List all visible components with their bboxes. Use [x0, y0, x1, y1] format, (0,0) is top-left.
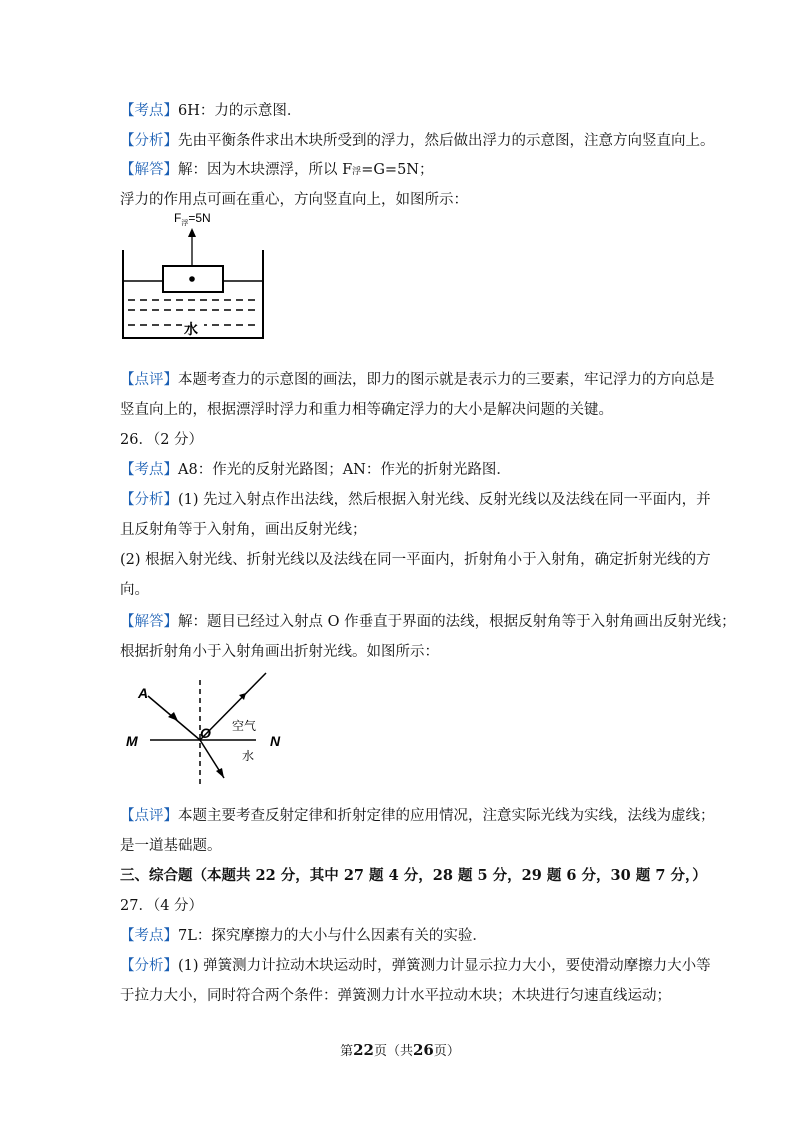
q25-solution-line2: 浮力的作用点可画在重心，方向竖直向上，如图所示： [120, 192, 468, 208]
page-total: 26 [413, 1041, 434, 1059]
center-of-gravity-dot [189, 276, 195, 282]
q26-jieda-line2: 根据折射角小于入射角画出折射光线。如图所示： [120, 644, 439, 660]
q26-fenxi-line4: 向。 [120, 582, 149, 598]
q26-dianping-line2: 是一道基础题。 [120, 838, 222, 854]
q25-kaodian-line [120, 101, 301, 121]
section-3-title: 三、综合题（本题共 22 分，其中 27 题 4 分，28 题 5 分，29 题 6 分，30 题 7 分，） [120, 867, 707, 884]
q26-fenxi-line2: 且反射角等于入射角，画出反射光线； [120, 522, 367, 538]
jieda-subscript: 浮 [352, 167, 362, 177]
dianping-text: 本题主要考查反射定律和折射定律的应用情况，注意实际光线为实线，法线为虚线； [178, 808, 715, 824]
jieda-text: 解：题目已经过入射点 O 作垂直于界面的法线，根据反射角等于入射角画出反射光线； [178, 614, 736, 630]
footer-mid: 页（共 [373, 1044, 413, 1059]
force-label: $F_浮=5N$ [174, 211, 211, 227]
jieda-tag: 【解答】 [120, 162, 178, 178]
dianping-tag: 【点评】 [120, 372, 178, 388]
q26-fenxi-line3: (2) 根据入射光线、折射光线以及法线在同一平面内，折射角小于入射角，确定折射光线的方 [120, 552, 711, 568]
kaodian-text: A8：作光的反射光路图；AN：作光的折射光路图． [178, 462, 511, 478]
label-m: M [126, 733, 138, 749]
fenxi-tag: 【分析】 [120, 958, 178, 974]
q27-header: 27．（4 分） [120, 898, 204, 914]
light-ray-figure [118, 668, 288, 788]
label-water: 水 [242, 749, 255, 763]
q26-jieda-line1 [120, 612, 736, 632]
fenxi-text: 先由平衡条件求出木块所受到的浮力，然后做出浮力的示意图，注意方向竖直向上。 [178, 133, 715, 149]
refracted-arrowhead [216, 768, 224, 778]
kaodian-tag: 【考点】 [120, 462, 178, 478]
label-air: 空气 [232, 719, 257, 733]
jieda-text: 解：因为木块漂浮，所以 F [178, 162, 353, 178]
page-footer [0, 1040, 800, 1059]
footer-post: 页） [433, 1044, 460, 1059]
dianping-tag: 【点评】 [120, 808, 178, 824]
page-number: 22 [353, 1041, 374, 1059]
footer-pre: 第 [340, 1044, 354, 1059]
q25-fenxi-line [120, 131, 715, 151]
q26-dianping-line1 [120, 806, 715, 826]
q27-kaodian-line [120, 926, 487, 946]
label-o: O [200, 725, 211, 741]
q25-dianping-line2: 竖直向上的，根据漂浮时浮力和重力相等确定浮力的大小是解决问题的关键。 [120, 402, 613, 418]
water-label: 水 [184, 321, 198, 337]
q27-fenxi-line1 [120, 956, 711, 976]
buoyancy-arrowhead [188, 228, 196, 237]
q26-kaodian-line [120, 460, 511, 480]
kaodian-text: 7L：探究摩擦力的大小与什么因素有关的实验． [178, 928, 487, 944]
kaodian-tag: 【考点】 [120, 103, 178, 119]
kaodian-text: 6H：力的示意图． [178, 103, 302, 119]
label-a: A [138, 685, 149, 701]
buoyancy-figure [118, 210, 268, 350]
label-n: N [270, 733, 281, 749]
fenxi-tag: 【分析】 [120, 492, 178, 508]
fenxi-text: (1) 弹簧测力计拉动木块运动时，弹簧测力计显示拉力大小，要使滑动摩擦力大小等 [178, 958, 711, 974]
q25-jieda-line [120, 160, 433, 182]
q25-dianping-line1 [120, 370, 715, 390]
fenxi-tag: 【分析】 [120, 133, 178, 149]
q26-fenxi-line1 [120, 490, 711, 510]
q27-fenxi-line2: 于拉力大小，同时符合两个条件：弹簧测力计水平拉动木块；木块进行匀速直线运动； [120, 988, 671, 1004]
jieda-tag: 【解答】 [120, 614, 178, 630]
q26-header: 26．（2 分） [120, 432, 204, 448]
kaodian-tag: 【考点】 [120, 928, 178, 944]
dianping-text: 本题考查力的示意图的画法，即力的图示就是表示力的三要素，牢记浮力的方向总是 [178, 372, 715, 388]
fenxi-text: (1) 先过入射点作出法线，然后根据入射光线、反射光线以及法线在同一平面内，并 [178, 492, 711, 508]
jieda-text-end: =G=5N； [361, 162, 434, 178]
